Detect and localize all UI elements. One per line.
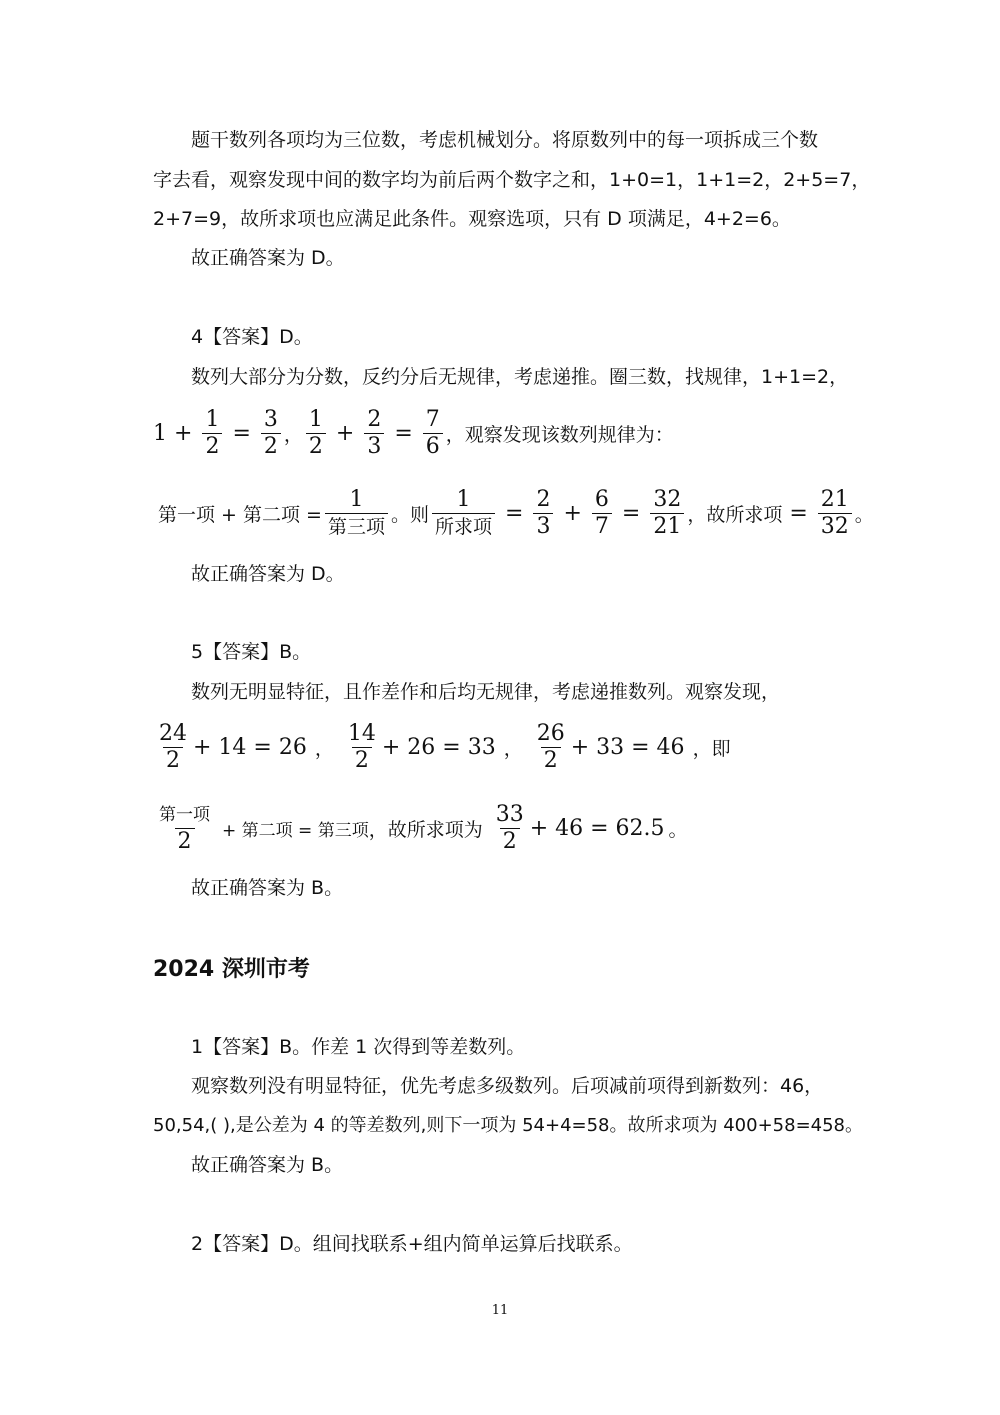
q4-rule-end: 。: [854, 503, 874, 526]
q4-eq1-term: 1: [153, 420, 167, 446]
q4-eq1-sep: ，: [283, 423, 303, 446]
q5-rule-so: ，故所求项为: [368, 818, 483, 841]
q3-line-3: 2+7=9，故所求项也应满足此条件。观察选项，只有 D 项满足，4+2=6。: [153, 208, 791, 230]
s1-answer: 1【答案】B。作差 1 次得到等差数列。: [191, 1036, 526, 1058]
q5-e1-rest: + 14 = 26: [193, 734, 307, 760]
q5-rule-end: 。: [668, 818, 688, 841]
q5-line-1: 数列无明显特征，且作差作和后均无规律，考虑递推数列。观察发现，: [191, 681, 781, 703]
q4-rule-frac-2-3: $\frac{2}{3}$: [533, 487, 553, 540]
q5-equation-row: [153, 718, 731, 776]
q4-eq2-frac-3: $\frac{7}{6}$: [423, 407, 443, 460]
q5-e1-frac: $\frac{24}{2}$: [159, 720, 187, 773]
q4-eq1-frac-2: $\frac{3}{2}$: [261, 407, 281, 460]
q4-line-1: 数列大部分为分数，反约分后无规律，考虑递推。圈三数，找规律，1+1=2，: [191, 366, 849, 388]
q5-rule-calc: + 46 = 62.5: [529, 815, 665, 841]
q4-rule-frac-6-7: $\frac{6}{7}$: [592, 487, 612, 540]
q5-e3-frac: $\frac{26}{2}$: [536, 720, 565, 773]
q4-eq1-frac-1: $\frac{1}{2}$: [202, 407, 222, 460]
q4-rule-row: [158, 484, 874, 542]
q3-conclusion: 故正确答案为 D。: [191, 247, 345, 269]
q5-e2-rest: + 26 = 33: [381, 734, 496, 760]
q5-e1-sep: ，: [314, 737, 334, 760]
q4-rule-frac-32-21: $\frac{32}{21}$: [650, 487, 684, 540]
q4-eq2-frac-2: $\frac{2}{3}$: [364, 407, 384, 460]
q5-e3-rest: + 33 = 46: [570, 734, 685, 760]
q3-line-2: 字去看，观察发现中间的数字均为前后两个数字之和，1+0=1，1+1=2，2+5=7，: [153, 169, 871, 191]
q5-rule-rest: + 第二项 = 第三项: [222, 820, 369, 841]
q4-eq2-suffix: ，观察发现该数列规律为：: [445, 423, 674, 446]
q4-rule-frac-third: $\frac{1}{\text{第三项}}$: [325, 487, 388, 540]
q4-eq2-equals: =: [394, 420, 413, 446]
s1-conclusion: 故正确答案为 B。: [191, 1154, 344, 1176]
q5-conclusion: 故正确答案为 B。: [191, 877, 344, 899]
q4-eq2-plus: +: [335, 420, 355, 446]
q5-rule-frac-33-2: $\frac{33}{2}$: [495, 801, 524, 854]
q4-eq1-equals: =: [232, 420, 251, 446]
q4-conclusion: 故正确答案为 D。: [191, 563, 345, 585]
s1-line-1: 观察数列没有明显特征，优先考虑多级数列。后项减前项得到新数列：46，: [191, 1075, 824, 1097]
q4-equation-row: [153, 405, 674, 461]
q4-rule-then: 。则: [390, 503, 429, 526]
section-heading: 2024 深圳市考: [153, 957, 310, 982]
q5-e2-sep: ，: [503, 737, 523, 760]
page-number: 11: [491, 1303, 509, 1318]
q4-eq2-frac-1: $\frac{1}{2}$: [306, 407, 326, 460]
q3-line-1: 题干数列各项均为三位数，考虑机械划分。将原数列中的每一项拆成三个数: [191, 129, 819, 151]
q4-rule-left: 第一项 + 第二项 =: [158, 503, 322, 526]
q5-rule-row: [153, 798, 688, 858]
q4-rule-frac-21-32: $\frac{21}{32}$: [818, 487, 852, 540]
s2-answer: 2【答案】D。组间找联系+组内简单运算后找联系。: [191, 1233, 633, 1255]
q4-rule-equals-1: =: [505, 500, 524, 526]
q4-answer: 4【答案】D。: [191, 326, 313, 348]
q5-e3-sep: ，即: [692, 737, 731, 760]
q4-rule-equals-2: =: [621, 500, 641, 526]
q4-eq1-plus: +: [174, 420, 193, 446]
q5-answer: 5【答案】B。: [191, 641, 312, 663]
s1-line-2: 50,54,( ),是公差为 4 的等差数列,则下一项为 54+4=58。故所求项为 400+58=458。: [153, 1115, 864, 1136]
q5-rule-frac: $\frac{\text{第一项}}{2}$: [159, 804, 210, 854]
q4-rule-equals-3: =: [789, 500, 808, 526]
q4-rule-plus: +: [563, 500, 582, 526]
q4-rule-frac-sought: $\frac{1}{\text{所求项}}$: [432, 487, 495, 540]
q5-e2-frac: $\frac{14}{2}$: [347, 720, 376, 773]
q4-rule-so: ，故所求项: [687, 503, 783, 526]
